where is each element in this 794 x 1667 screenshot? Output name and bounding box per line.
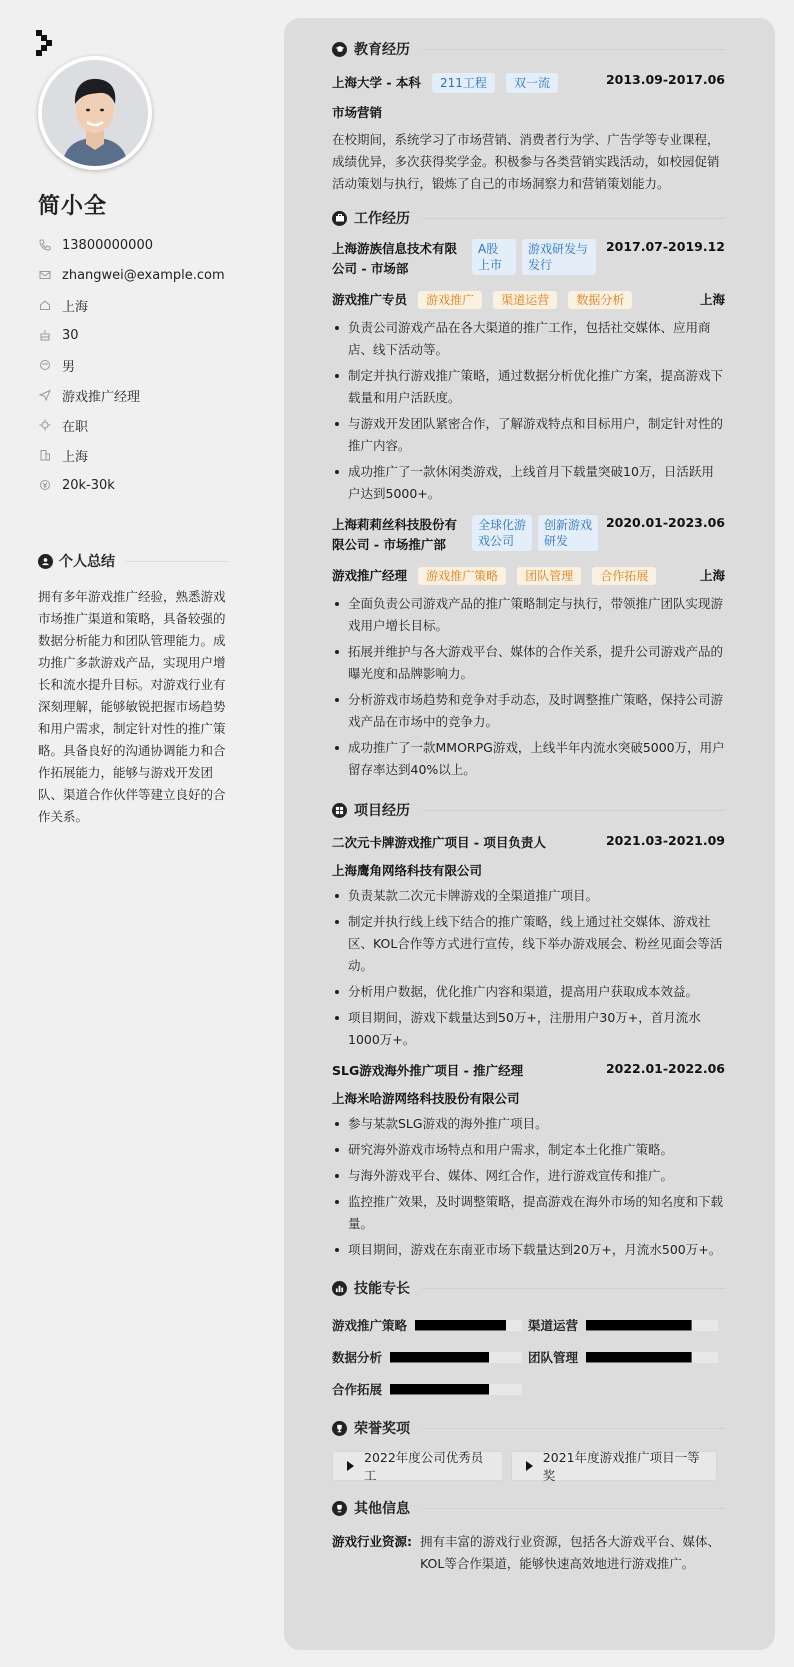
project-name: SLG游戏海外推广项目 - 推广经理 [332, 1063, 524, 1078]
list-item: 制定并执行线上线下结合的推广策略，线上通过社交媒体、游戏社区、KOL合作等方式进行宣传，线下举办游戏展会、粉丝见面会等活动。 [332, 911, 725, 977]
skill-tag: 数据分析 [568, 291, 632, 309]
list-item: 研究海外游戏市场特点和用户需求，制定本土化推广策略。 [332, 1139, 725, 1161]
skill-tag: 合作拓展 [592, 567, 656, 585]
skill-tag: 游戏推广 [418, 291, 482, 309]
list-item: 项目期间，游戏下载量达到50万+，注册用户30万+，首月流水1000万+。 [332, 1007, 725, 1051]
job-position: 游戏推广专员 [332, 292, 408, 307]
projects-title: 项目经历 [332, 799, 725, 821]
school-name: 上海大学 - 本科 [332, 75, 421, 90]
skill-item: 渠道运营 [528, 1309, 718, 1341]
education-date: 2013.09-2017.06 [605, 72, 725, 87]
list-item: 与海外游戏平台、媒体、网红合作，进行游戏宣传和推广。 [332, 1165, 725, 1187]
project-bullets [332, 885, 725, 1051]
job-city: 上海 [699, 568, 725, 583]
skill-level-bar [586, 1320, 692, 1331]
skill-level-bar [390, 1352, 489, 1363]
skill-item: 团队管理 [528, 1341, 718, 1373]
user-icon [38, 554, 53, 569]
skill-item: 合作拓展 [332, 1373, 522, 1405]
job-company: 上海莉莉丝科技股份有限公司 - 市场推广部 [332, 517, 458, 552]
info-gender: 男 [38, 350, 225, 380]
email-icon [38, 268, 52, 282]
company-tag: A股上市 [472, 239, 516, 275]
awards-list [332, 1451, 725, 1481]
medal-icon [332, 1501, 347, 1516]
info-city: 上海 [38, 440, 225, 470]
candidate-name: 简小全 [38, 194, 108, 219]
education-header [332, 72, 725, 93]
age-icon [38, 328, 52, 342]
project-company: 上海米哈游网络科技股份有限公司 [332, 1091, 520, 1106]
job-date: 2020.01-2023.06 [605, 515, 725, 530]
list-item: 监控推广效果，及时调整策略，提高游戏在海外市场的知名度和下载量。 [332, 1191, 725, 1235]
phone-icon [38, 238, 52, 252]
project-bullets [332, 1113, 725, 1261]
contact-info-list [38, 230, 225, 500]
skills-list [332, 1309, 725, 1405]
award-item: 2021年度游戏推广项目一等奖 [511, 1451, 717, 1481]
send-icon [38, 388, 52, 402]
job-entry [332, 515, 725, 781]
list-item: 参与某款SLG游戏的海外推广项目。 [332, 1113, 725, 1135]
education-major: 市场营销 [332, 105, 383, 120]
skill-item: 游戏推广策略 [332, 1309, 522, 1341]
info-phone: 13800000000 [38, 230, 225, 260]
list-item: 分析游戏市场趋势和竞争对手动态，及时调整推广策略，保持公司游戏产品在市场中的竞争力。 [332, 689, 725, 733]
info-age: 30 [38, 320, 225, 350]
play-icon [347, 1461, 354, 1471]
school-tag: 双一流 [506, 73, 558, 93]
list-item: 成功推广了一款MMORPG游戏，上线半年内流水突破5000万，用户留存率达到40%以上。 [332, 737, 725, 781]
list-item: 制定并执行游戏推广策略，通过数据分析优化推广方案，提高游戏下载量和用户活跃度。 [332, 365, 725, 409]
job-bullets [332, 593, 725, 781]
work-title: 工作经历 [332, 207, 725, 229]
list-item: 项目期间，游戏在东南亚市场下载量达到20万+，月流水500万+。 [332, 1239, 725, 1261]
info-salary: 20k-30k [38, 470, 225, 500]
company-tag: 创新游戏研发 [538, 515, 598, 551]
company-tag: 游戏研发与发行 [522, 239, 596, 275]
status-icon [38, 418, 52, 432]
project-date: 2022.01-2022.06 [605, 1061, 725, 1076]
logo-icon [36, 30, 58, 56]
list-item: 成功推广了一款休闲类游戏，上线首月下载量突破10万，日活跃用户达到5000+。 [332, 461, 725, 505]
salary-icon [38, 478, 52, 492]
education-desc: 在校期间，系统学习了市场营销、消费者行为学、广告学等专业课程，成绩优异，多次获得奖学金。积极参与各类营销实践活动，如校园促销活动策划与执行，锻炼了自己的市场洞察力和营销策划能力。 [332, 132, 720, 191]
list-item: 与游戏开发团队紧密合作，了解游戏特点和目标用户，制定针对性的推广内容。 [332, 413, 725, 457]
grid-icon [332, 803, 347, 818]
summary-section [38, 550, 228, 828]
company-tag: 全球化游戏公司 [472, 515, 532, 551]
list-item: 分析用户数据，优化推广内容和渠道，提高用户获取成本效益。 [332, 981, 725, 1003]
job-date: 2017.07-2019.12 [605, 239, 725, 254]
project-entry [332, 1061, 725, 1261]
main-content [284, 18, 775, 1650]
play-icon [526, 1461, 533, 1471]
other-info [332, 1531, 725, 1575]
other-label: 游戏行业资源: [332, 1534, 412, 1549]
briefcase-icon [332, 211, 347, 226]
skill-tag: 渠道运营 [493, 291, 557, 309]
info-position: 游戏推广经理 [38, 380, 225, 410]
avatar [38, 56, 152, 170]
list-item: 全面负责公司游戏产品的推广策略制定与执行，带领推广团队实现游戏用户增长目标。 [332, 593, 725, 637]
job-position: 游戏推广经理 [332, 568, 408, 583]
building-icon [38, 448, 52, 462]
other-title: 其他信息 [332, 1497, 725, 1519]
award-item: 2022年度公司优秀员工 [332, 1451, 503, 1481]
project-name: 二次元卡牌游戏推广项目 - 项目负责人 [332, 835, 546, 850]
summary-text: 拥有多年游戏推广经验，熟悉游戏市场推广渠道和策略，具备较强的数据分析能力和团队管理能力。成功推广多款游戏产品，实现用户增长和流水提升目标。对游戏行业有深刻理解，能够敏锐把握市场趋势和用户需求，制定针对性的推广策略。具备良好的沟通协调能力和合作拓展能力，能够与游戏开发团队、渠道合作伙伴等建立良好的合作关系。 [38, 589, 226, 824]
other-text: 拥有丰富的游戏行业资源，包括各大游戏平台、媒体、KOL等合作渠道，能够快速高效地进行游戏推广。 [420, 1534, 721, 1571]
project-date: 2021.03-2021.09 [605, 833, 725, 848]
home-icon [38, 298, 52, 312]
skill-tag: 团队管理 [517, 567, 581, 585]
awards-title: 荣誉奖项 [332, 1417, 725, 1439]
info-home: 上海 [38, 290, 225, 320]
skill-level-bar [586, 1352, 692, 1363]
project-company: 上海鹰角网络科技有限公司 [332, 863, 483, 878]
job-bullets [332, 317, 725, 505]
info-status: 在职 [38, 410, 225, 440]
school-tag: 211工程 [432, 73, 495, 93]
job-city: 上海 [699, 292, 725, 307]
list-item: 负责公司游戏产品在各大渠道的推广工作，包括社交媒体、应用商店、线下活动等。 [332, 317, 725, 361]
skill-item: 数据分析 [332, 1341, 522, 1373]
list-item: 拓展并维护与各大游戏平台、媒体的合作关系，提升公司游戏产品的曝光度和品牌影响力。 [332, 641, 725, 685]
education-title: 教育经历 [332, 38, 725, 60]
list-item: 负责某款二次元卡牌游戏的全渠道推广项目。 [332, 885, 725, 907]
skill-level-bar [415, 1320, 506, 1331]
job-company: 上海游族信息技术有限公司 - 市场部 [332, 241, 458, 276]
skills-title: 技能专长 [332, 1277, 725, 1299]
graduation-cap-icon [332, 42, 347, 57]
chart-icon [332, 1281, 347, 1296]
skill-tag: 游戏推广策略 [418, 567, 506, 585]
trophy-icon [332, 1421, 347, 1436]
info-email: zhangwei@example.com [38, 260, 225, 290]
summary-title: 个人总结 [38, 550, 228, 572]
job-entry [332, 239, 725, 505]
project-entry [332, 833, 725, 1051]
gender-icon [38, 358, 52, 372]
skill-level-bar [390, 1384, 489, 1395]
